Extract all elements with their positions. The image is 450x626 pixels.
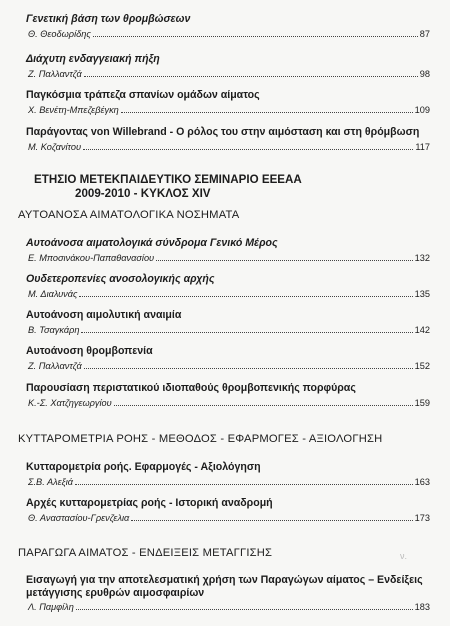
entry-author-line <box>26 513 430 524</box>
dot-leader <box>93 36 418 37</box>
dot-leader <box>81 332 412 333</box>
dot-leader <box>131 520 412 521</box>
entry-author: Β. Τσαγκάρη <box>28 324 80 335</box>
entry-author: Μ. Κοζανίτου <box>28 141 82 152</box>
entry-author-line <box>26 142 430 153</box>
seminar-cycle: 2009-2010 - ΚΥΚΛΟΣ XIV <box>75 187 211 200</box>
toc-entry <box>26 237 430 264</box>
entry-title: Αρχές κυτταρομετρίας ροής - Ιστορική αναδρομή <box>26 497 273 509</box>
entry-author: Ε. Μποσινάκου-Παπαθανασίου <box>28 252 155 263</box>
entry-page: 173 <box>414 512 430 523</box>
entry-page: 117 <box>415 141 430 152</box>
entry-author: Θ. Αναστασίου-Γρενζελια <box>28 512 130 523</box>
entry-author-line <box>26 602 430 613</box>
entry-author-line <box>26 477 430 488</box>
toc-entry <box>26 126 430 153</box>
entry-author: Ζ. Παλλαντζά <box>28 68 82 79</box>
entry-title: Εισαγωγή για την αποτελεσματική χρήση των Παραγώγων αίματος – Ενδείξεις μετάγγισης ερυθρών αιμοσφαιρίων <box>26 574 423 599</box>
entry-title: Αυτοάνοσα αιματολογικά σύνδρομα Γενικό Μέρος <box>26 237 278 249</box>
section-heading: ΚΥΤΤΑΡΟΜΕΤΡΙΑ ΡΟΗΣ - ΜΕΘΟΔΟΣ - ΕΦΑΡΜΟΓΕΣ - ΑΞΙΟΛΟΓΗΣΗ <box>18 433 383 445</box>
entry-title: Αυτοάνοση θρομβοπενία <box>26 345 153 357</box>
entry-page: 135 <box>414 288 430 299</box>
entry-author-line <box>26 105 430 116</box>
entry-author: Λ. Παμφίλη <box>28 602 74 612</box>
dot-leader <box>75 484 413 485</box>
entry-author: Χ. Βενέτη-Μπεζεβέγκη <box>28 104 119 115</box>
toc-entry <box>26 382 430 409</box>
entry-title: Γενετική βάση των θρομβώσεων <box>26 13 191 25</box>
section-heading: ΑΥΤΟΑΝΟΣΑ ΑΙΜΑΤΟΛΟΓΙΚΑ ΝΟΣΗΜΑΤΑ <box>18 209 240 221</box>
seminar-heading: ΕΤΗΣΙΟ ΜΕΤΕΚΠΑΙΔΕΥΤΙΚΟ ΣΕΜΙΝΑΡΙΟ ΕΕΕΑΑ <box>34 173 302 186</box>
entry-author-line <box>26 253 430 264</box>
entry-page: 183 <box>414 602 430 612</box>
margin-mark: ν. <box>400 551 408 561</box>
toc-entry <box>26 309 430 336</box>
entry-page: 98 <box>419 68 430 79</box>
toc-entry <box>26 461 430 488</box>
entry-author: Μ. Διαλυνάς <box>28 288 78 299</box>
dot-leader <box>114 405 413 406</box>
entry-author: Ζ. Παλλαντζά <box>28 360 82 371</box>
entry-title: Διάχυτη ενδαγγειακή πήξη <box>26 53 160 65</box>
dot-leader <box>79 296 412 297</box>
entry-title: Αυτοάνοση αιμολυτική αναιμία <box>26 309 182 321</box>
entry-title: Παγκόσμια τράπεζα σπανίων ομάδων αίματος <box>26 89 260 101</box>
entry-author: Κ.-Σ. Χατζηγεωργίου <box>28 397 112 408</box>
entry-author-line <box>26 398 430 409</box>
entry-page: 132 <box>414 252 430 263</box>
toc-entry <box>26 497 430 524</box>
entry-title: Παράγοντας von Willebrand - Ο ρόλος του στην αιμόσταση και στη θρόμβωση <box>26 126 420 138</box>
toc-entry <box>26 345 430 372</box>
entry-author: Σ.Β. Αλεξιά <box>28 476 74 487</box>
entry-page: 87 <box>419 28 430 39</box>
dot-leader <box>84 368 413 369</box>
entry-page: 142 <box>414 324 430 335</box>
toc-entry <box>26 53 430 80</box>
dot-leader <box>121 112 413 113</box>
entry-page: 109 <box>414 104 430 115</box>
entry-author-line <box>26 325 430 336</box>
entry-title: Παρουσίαση περιστατικού ιδιοπαθούς θρομβοπενικής πορφύρας <box>26 382 356 394</box>
toc-entry <box>26 574 430 613</box>
entry-author: Θ. Θεοδωρίδης <box>28 28 91 39</box>
section-heading: ΠΑΡΑΓΩΓΑ ΑΙΜΑΤΟΣ - ΕΝΔΕΙΞΕΙΣ ΜΕΤΑΓΓΙΣΗΣ <box>18 547 273 559</box>
entry-author-line <box>26 69 430 80</box>
toc-entry <box>26 273 430 300</box>
entry-page: 152 <box>414 360 430 371</box>
entry-page: 163 <box>414 476 430 487</box>
entry-title: Κυτταρομετρία ροής. Εφαρμογές - Αξιολόγηση <box>26 461 261 473</box>
entry-page: 159 <box>414 397 430 408</box>
dot-leader <box>76 609 413 610</box>
entry-title: Ουδετεροπενίες ανοσολογικής αρχής <box>26 273 215 285</box>
entry-author-line <box>26 289 430 300</box>
dot-leader <box>84 76 418 77</box>
dot-leader <box>83 149 413 150</box>
toc-entry <box>26 13 430 40</box>
dot-leader <box>156 260 413 261</box>
entry-author-line <box>26 361 430 372</box>
entry-author-line <box>26 29 430 40</box>
toc-entry <box>26 89 430 116</box>
